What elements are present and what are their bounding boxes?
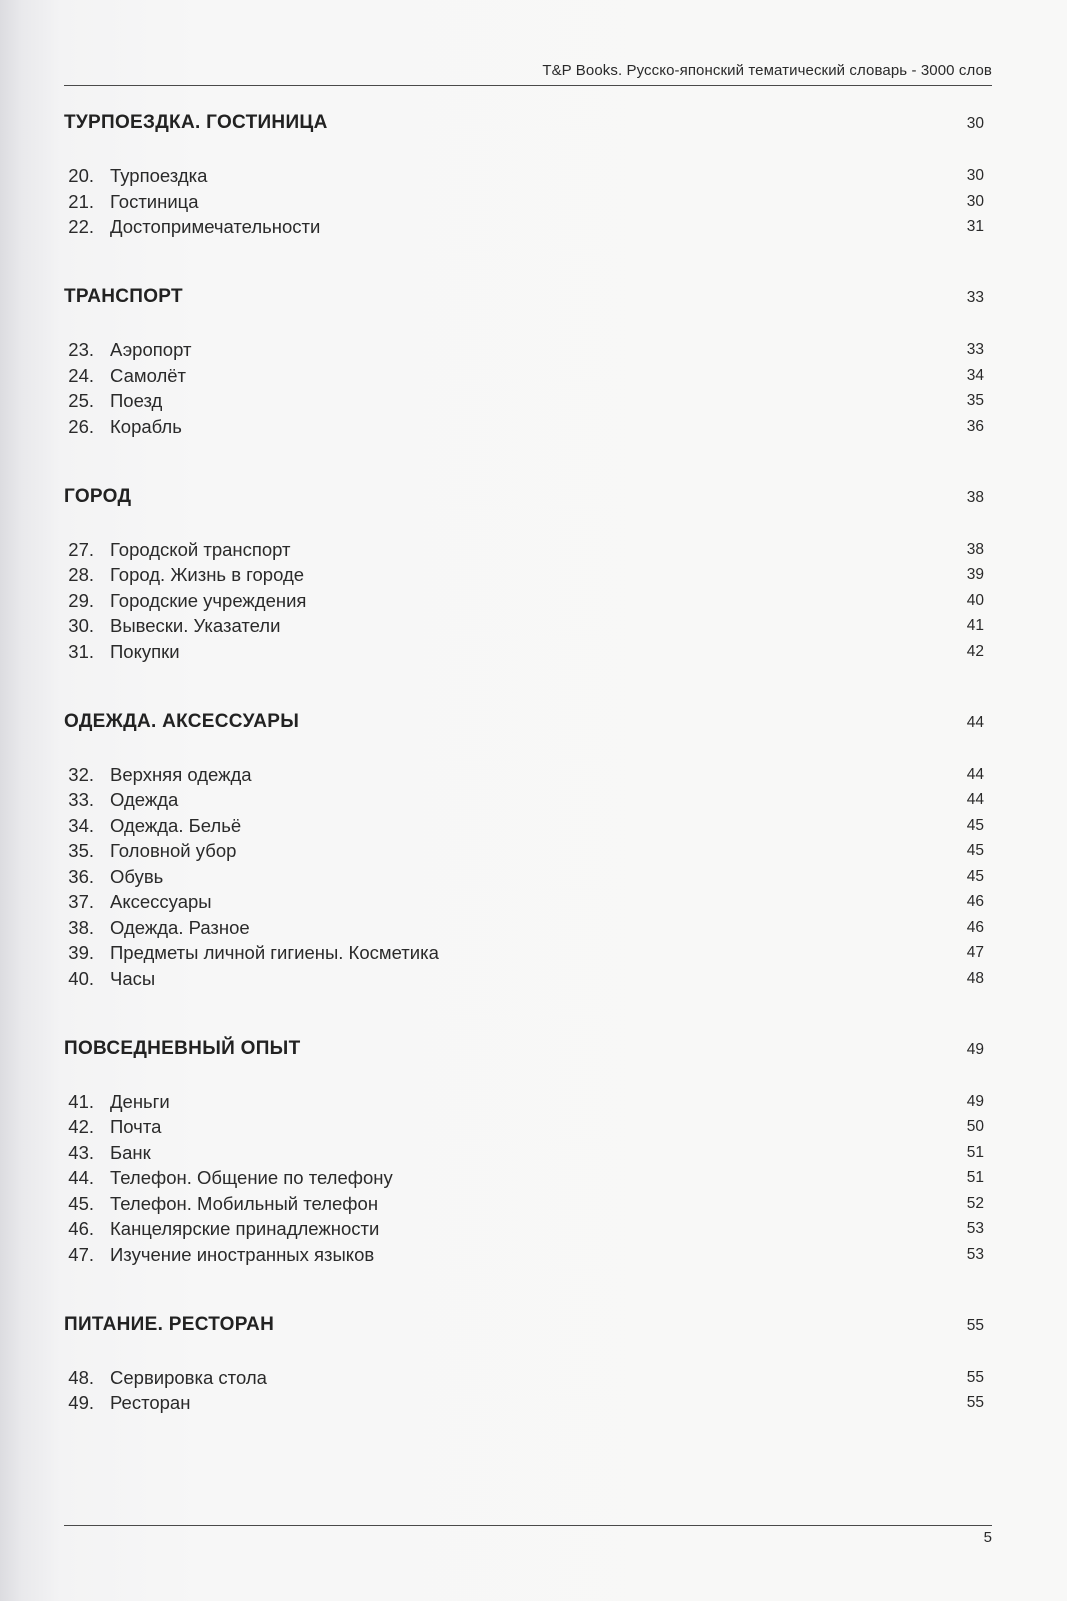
entry-page-number: 30 [966,192,984,210]
toc-entry [64,339,984,365]
toc-entry [64,815,984,841]
entry-title: Почта [110,1116,162,1137]
entry-page-number: 49 [966,1092,984,1110]
toc-entry [64,615,984,641]
entry-page-number: 46 [966,918,984,936]
entry-page-number: 47 [966,944,984,961]
section-page-number: 49 [966,1040,984,1058]
entry-number: 29. [68,589,94,611]
toc-entry [64,764,984,790]
entry-page-number: 30 [966,167,984,184]
section-heading [64,711,984,741]
entry-page-number: 51 [966,1143,984,1161]
entry-title: Головной убор [110,840,237,861]
entry-number: 42. [68,1116,94,1137]
toc-entry [64,1116,984,1142]
toc-entry [64,641,984,667]
entry-page-number: 44 [966,765,984,783]
entry-page-number: 55 [966,1394,984,1411]
entry-page-number: 48 [966,969,984,987]
entry-page-number: 41 [966,617,984,634]
toc-entry [64,416,984,442]
entry-title: Обувь [110,865,164,887]
entry-number: 23. [68,339,94,360]
section-title: ГОРОД [64,485,132,507]
page-number: 5 [983,1529,992,1546]
section-page-number: 38 [966,488,984,506]
entry-title: Канцелярские принадлежности [110,1218,380,1239]
toc-entry [64,590,984,616]
toc-entry [64,968,984,994]
entry-number: 46. [68,1218,94,1239]
section-page-number: 33 [966,289,984,306]
entry-title: Корабль [110,415,182,437]
toc-entry [64,165,984,191]
toc-entry [64,1367,984,1393]
entry-number: 32. [68,763,94,785]
entry-number: 21. [68,190,94,212]
toc-entry [64,1167,984,1193]
toc-entry [64,1142,984,1168]
toc-entry [64,891,984,917]
entry-number: 37. [68,891,94,912]
entry-page-number: 35 [966,392,984,409]
entry-number: 47. [68,1243,94,1265]
entry-title: Телефон. Мобильный телефон [110,1192,379,1214]
toc-entry [64,866,984,892]
toc-entry [64,1244,984,1270]
entry-title: Достопримечательности [110,216,321,237]
entry-number: 43. [68,1141,94,1163]
entry-title: Сервировка стола [110,1366,267,1388]
entry-page-number: 52 [966,1194,984,1212]
entry-number: 40. [68,967,94,989]
entry-number: 36. [68,865,94,887]
section-title: ПОВСЕДНЕВНЫЙ ОПЫТ [64,1037,301,1059]
entry-page-number: 45 [966,867,984,885]
entry-title: Изучение иностранных языков [110,1243,375,1265]
toc-entry [64,1392,984,1418]
entry-number: 26. [68,415,94,437]
entry-number: 39. [68,942,94,963]
section-page-number: 44 [966,713,984,731]
section-page-number: 55 [966,1316,984,1334]
entry-page-number: 53 [966,1220,984,1237]
entry-page-number: 53 [966,1245,984,1263]
entry-title: Верхняя одежда [110,763,252,785]
entry-page-number: 45 [966,842,984,859]
entry-page-number: 55 [966,1368,984,1386]
entry-title: Аксессуары [110,891,212,912]
section-heading [64,286,984,316]
entry-number: 44. [68,1167,94,1188]
entry-page-number: 42 [966,642,984,660]
toc-entry [64,365,984,391]
entry-page-number: 36 [966,417,984,435]
entry-page-number: 50 [966,1118,984,1135]
entry-page-number: 40 [966,591,984,609]
entry-page-number: 46 [966,893,984,910]
entry-title: Одежда. Разное [110,916,250,938]
entry-page-number: 34 [966,366,984,384]
section-heading [64,112,984,142]
entry-page-number: 38 [966,540,984,558]
entry-number: 25. [68,390,94,411]
entry-title: Покупки [110,640,180,662]
entry-title: Одежда [110,789,179,810]
entry-number: 20. [68,165,94,186]
entry-title: Городские учреждения [110,589,307,611]
entry-title: Город. Жизнь в городе [110,564,305,585]
entry-title: Самолёт [110,364,187,386]
section-page-number: 30 [966,115,984,132]
entry-title: Деньги [110,1090,170,1112]
entry-number: 38. [68,916,94,938]
entry-number: 27. [68,538,94,560]
running-header-title: T&P Books. Русско-японский тематический словарь - 3000 слов [542,62,992,79]
entry-title: Гостиница [110,190,199,212]
entry-title: Поезд [110,390,163,411]
entry-title: Турпоездка [110,165,208,186]
toc-entry [64,216,984,242]
toc-entry [64,564,984,590]
entry-title: Вывески. Указатели [110,615,281,636]
entry-number: 30. [68,615,94,636]
section-title: ТРАНСПОРТ [64,286,183,307]
entry-title: Городской транспорт [110,538,291,560]
entry-number: 48. [68,1366,94,1388]
entry-page-number: 44 [966,791,984,808]
entry-number: 31. [68,640,94,662]
entry-page-number: 51 [966,1169,984,1186]
entry-title: Банк [110,1141,151,1163]
entry-page-number: 39 [966,566,984,583]
section-heading [64,1038,984,1068]
entry-number: 24. [68,364,94,386]
toc-entry [64,942,984,968]
entry-title: Предметы личной гигиены. Косметика [110,942,439,963]
entry-number: 34. [68,814,94,836]
toc-entry [64,191,984,217]
section-heading [64,486,984,516]
entry-title: Телефон. Общение по телефону [110,1167,393,1188]
entry-title: Аэропорт [110,339,192,360]
entry-number: 28. [68,564,94,585]
toc-entry [64,840,984,866]
toc-entry [64,917,984,943]
section-heading [64,1314,984,1344]
toc-entry [64,1193,984,1219]
entry-title: Часы [110,967,156,989]
entry-title: Ресторан [110,1392,191,1413]
toc-entry [64,1091,984,1117]
entry-page-number: 31 [966,218,984,235]
toc-entry [64,789,984,815]
entry-number: 45. [68,1192,94,1214]
entry-page-number: 45 [966,816,984,834]
entry-page-number: 33 [966,341,984,358]
entry-number: 35. [68,840,94,861]
toc-entry [64,390,984,416]
header-rule [64,85,992,86]
entry-number: 49. [68,1392,94,1413]
footer-rule [64,1525,992,1526]
entry-number: 41. [68,1090,94,1112]
section-title: ПИТАНИЕ. РЕСТОРАН [64,1313,275,1335]
entry-number: 22. [68,216,94,237]
toc-entry [64,539,984,565]
toc-entry [64,1218,984,1244]
entry-number: 33. [68,789,94,810]
section-title: ОДЕЖДА. АКСЕССУАРЫ [64,710,300,732]
entry-title: Одежда. Бельё [110,814,242,836]
section-title: ТУРПОЕЗДКА. ГОСТИНИЦА [64,112,328,133]
